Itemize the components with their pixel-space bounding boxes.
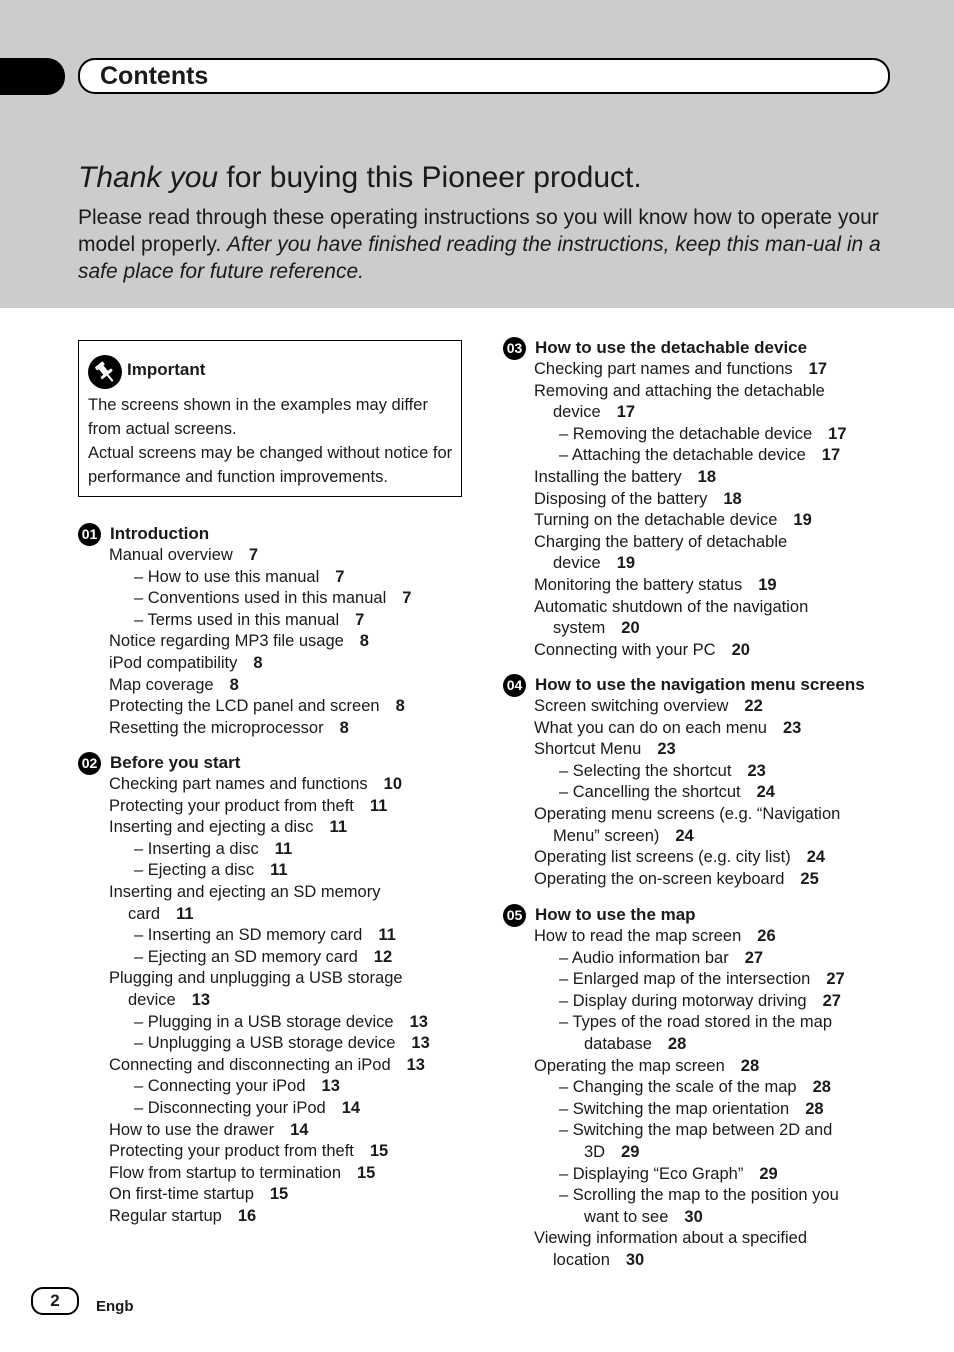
toc-entry[interactable]: [109, 653, 263, 673]
pushpin-icon: [88, 355, 122, 389]
toc-page-number: 28: [667, 1035, 687, 1053]
toc-entry[interactable]: [109, 545, 258, 565]
toc-entry[interactable]: [534, 926, 776, 946]
toc-page-number: 13: [321, 1077, 340, 1096]
toc-page-number: 29: [759, 1164, 778, 1183]
toc-entry-title: database: [584, 1035, 652, 1053]
toc-entry[interactable]: [559, 424, 847, 444]
toc-page-number: 30: [684, 1207, 703, 1226]
toc-page-number: 20: [731, 640, 750, 659]
toc-page-number: 13: [409, 1012, 428, 1031]
toc-entry[interactable]: [134, 1098, 360, 1118]
toc-entry[interactable]: [559, 445, 840, 465]
toc-entry[interactable]: [134, 1076, 340, 1096]
toc-entry-title: Operating menu screens (e.g. “Navigation: [534, 805, 841, 823]
toc-entry-title: – Disconnecting your iPod: [134, 1099, 326, 1117]
toc-entry[interactable]: [534, 696, 763, 716]
toc-page-number: 24: [675, 826, 694, 845]
toc-entry[interactable]: [128, 904, 194, 924]
toc-page-number: 26: [757, 927, 776, 945]
toc-entry[interactable]: [559, 782, 775, 802]
toc-page-number: 7: [248, 546, 258, 564]
chapter-number-badge: 05: [503, 904, 526, 927]
toc-page-number: 15: [369, 1142, 389, 1161]
toc-entry-title: Menu” screen): [553, 826, 660, 845]
intro-plain: Please read through these operating instructions so you will know how to operate your model properly.: [78, 206, 879, 256]
toc-entry[interactable]: [553, 1250, 644, 1270]
toc-entry-title: – Ejecting an SD memory card: [134, 947, 358, 966]
toc-page-number: 23: [657, 740, 676, 759]
toc-page-number: 11: [270, 861, 288, 880]
toc-entry[interactable]: [109, 1055, 425, 1075]
toc-entry[interactable]: [134, 1012, 428, 1032]
toc-entry[interactable]: [584, 1207, 703, 1227]
toc-entry-title: – Attaching the detachable device: [559, 446, 806, 465]
toc-entry[interactable]: [534, 359, 827, 379]
toc-entry-title: On first-time startup: [109, 1185, 254, 1204]
toc-entry[interactable]: [534, 381, 825, 401]
toc-page-number: 7: [355, 610, 365, 629]
toc-entry-title: Regular startup: [109, 1207, 222, 1225]
toc-page-number: 19: [616, 554, 636, 573]
toc-entry[interactable]: [109, 968, 403, 988]
toc-entry[interactable]: [559, 1012, 832, 1032]
toc-page-number: 11: [274, 839, 293, 858]
toc-page-number: 8: [359, 632, 369, 651]
chapter-title[interactable]: How to use the map: [535, 905, 696, 924]
toc-page-number: 8: [395, 697, 405, 716]
toc-entry[interactable]: [559, 1099, 824, 1119]
intro-paragraph: [78, 204, 898, 285]
toc-entry[interactable]: [534, 467, 716, 487]
toc-entry[interactable]: [534, 804, 840, 824]
toc-entry-title: How to use the drawer: [109, 1120, 275, 1139]
important-paragraph: Actual screens may be changed without notice for performance and function improvements.: [88, 444, 453, 486]
toc-page-number: 27: [744, 948, 764, 967]
toc-entry[interactable]: [553, 618, 640, 638]
toc-entry-title: Protecting your product from theft: [109, 1142, 354, 1161]
toc-page-number: 28: [740, 1056, 760, 1075]
toc-entry-title: Checking part names and functions: [534, 360, 793, 378]
toc-page-number: 12: [373, 947, 393, 966]
toc-entry[interactable]: [553, 553, 635, 573]
toc-entry-title: Monitoring the battery status: [534, 576, 743, 594]
toc-page-number: 11: [369, 796, 388, 815]
toc-entry[interactable]: [534, 718, 801, 738]
toc-entry-title: Inserting and ejecting an SD memory: [109, 883, 381, 901]
toc-page-number: 30: [625, 1251, 645, 1269]
toc-page-number: 27: [822, 991, 841, 1010]
chapter-number-badge: 02: [78, 752, 101, 775]
toc-entry-title: – Displaying “Eco Graph”: [559, 1164, 744, 1183]
toc-entry[interactable]: [534, 847, 825, 867]
chapter-number-badge: 03: [503, 337, 526, 360]
chapter-number-badge: 04: [503, 674, 526, 697]
chapter-title[interactable]: How to use the detachable device: [535, 338, 808, 357]
important-paragraph: The screens shown in the examples may differ from actual screens.: [88, 396, 428, 438]
toc-entry-title: Installing the battery: [534, 468, 682, 486]
contents-title: Contents: [100, 62, 209, 90]
toc-entry[interactable]: [559, 1120, 832, 1140]
toc-page-number: 13: [191, 991, 211, 1009]
toc-entry[interactable]: [534, 489, 742, 509]
toc-entry[interactable]: [559, 948, 763, 968]
toc-entry-title: – Selecting the shortcut: [559, 761, 732, 780]
toc-entry-title: Map coverage: [109, 675, 214, 694]
toc-page-number: 19: [793, 511, 812, 530]
toc-entry[interactable]: [134, 567, 344, 587]
toc-entry[interactable]: [109, 774, 402, 794]
important-text: [88, 393, 458, 489]
toc-entry-title: Automatic shutdown of the navigation: [534, 597, 809, 616]
toc-entry[interactable]: [128, 990, 210, 1010]
toc-entry[interactable]: [559, 1185, 839, 1205]
toc-entry[interactable]: [134, 860, 288, 880]
toc-page-number: 24: [806, 848, 826, 867]
toc-entry-title: Checking part names and functions: [109, 775, 368, 793]
toc-page-number: 18: [723, 489, 742, 508]
contents-heading-pill: [78, 58, 890, 94]
toc-entry-title: card: [128, 904, 161, 923]
toc-entry[interactable]: [109, 1141, 388, 1161]
toc-entry-title: Screen switching overview: [534, 697, 729, 715]
chapter-title[interactable]: Introduction: [110, 524, 210, 543]
toc-page-number: 7: [335, 567, 345, 586]
toc-entry[interactable]: [553, 402, 635, 422]
toc-entry[interactable]: [553, 826, 694, 846]
toc-entry-title: Plugging and unplugging a USB storage: [109, 969, 403, 988]
toc-entry-title: device: [553, 403, 601, 422]
language-code: Engb: [96, 1298, 134, 1315]
toc-entry-title: – Conventions used in this manual: [134, 589, 387, 608]
toc-entry-title: Disposing of the battery: [534, 489, 708, 508]
chapter-number-badge: 01: [78, 523, 101, 546]
toc-page-number: 14: [341, 1099, 361, 1117]
toc-entry[interactable]: [109, 796, 387, 816]
toc-page-number: 23: [747, 761, 766, 780]
toc-entry-title: – Terms used in this manual: [134, 610, 340, 629]
toc-page-number: 15: [357, 1163, 376, 1182]
page-number: 2: [31, 1287, 79, 1315]
toc-entry[interactable]: [109, 718, 349, 738]
toc-entry-title: – Inserting an SD memory card: [134, 926, 363, 945]
toc-entry-title: Operating the on-screen keyboard: [534, 869, 785, 888]
toc-page-number: 19: [758, 576, 777, 594]
toc-entry[interactable]: [534, 640, 750, 660]
toc-entry[interactable]: [559, 991, 841, 1011]
toc-entry-title: iPod compatibility: [109, 654, 238, 672]
toc-page-number: 23: [782, 718, 802, 737]
toc-entry-title: – Switching the map orientation: [559, 1099, 790, 1118]
toc-page-number: 18: [697, 468, 717, 486]
intro-italic: After you have finished reading the instructions, keep this man-ual in a safe place for future reference.: [78, 233, 881, 283]
toc-entry-title: – Removing the detachable device: [559, 424, 813, 443]
toc-page-number: 22: [744, 697, 763, 715]
toc-page-number: 17: [821, 446, 841, 465]
toc-entry[interactable]: [134, 1033, 430, 1053]
toc-entry-title: – Changing the scale of the map: [559, 1078, 797, 1097]
toc-page-number: 13: [406, 1055, 425, 1074]
toc-page-number: 17: [808, 360, 828, 378]
toc-entry-title: – Display during motorway driving: [559, 991, 807, 1010]
toc-entry[interactable]: [134, 925, 396, 945]
title-rest: for buying this Pioneer product.: [218, 161, 642, 194]
toc-entry[interactable]: [584, 1142, 639, 1162]
toc-entry-title: Shortcut Menu: [534, 740, 642, 759]
toc-page-number: 17: [828, 424, 847, 443]
toc-entry[interactable]: [109, 1163, 375, 1183]
toc-entry[interactable]: [559, 761, 766, 781]
toc-entry-title: Connecting and disconnecting an iPod: [109, 1055, 391, 1074]
toc-entry[interactable]: [534, 1228, 807, 1248]
toc-entry-title: – Unplugging a USB storage device: [134, 1034, 396, 1053]
toc-entry-title: – Enlarged map of the intersection: [559, 970, 811, 989]
page-title: [78, 158, 642, 198]
toc-page-number: 29: [621, 1143, 640, 1161]
important-box: [78, 340, 462, 497]
toc-page-number: 11: [176, 904, 194, 923]
title-italic: Thank you: [78, 161, 219, 194]
toc-entry[interactable]: [134, 947, 392, 967]
toc-entry[interactable]: [109, 696, 405, 716]
toc-entry[interactable]: [534, 510, 812, 530]
toc-entry-title: Viewing information about a specified: [534, 1229, 808, 1248]
toc-entry-title: system: [553, 619, 606, 638]
chapter-title[interactable]: Before you start: [110, 753, 241, 772]
toc-entry[interactable]: [534, 597, 808, 617]
toc-entry-title: 3D: [584, 1143, 606, 1161]
toc-entry-title: – Inserting a disc: [134, 839, 259, 858]
toc-entry-title: – Audio information bar: [559, 948, 729, 967]
toc-entry-title: Resetting the microprocessor: [109, 718, 324, 737]
chapter-title[interactable]: How to use the navigation menu screens: [535, 675, 865, 694]
toc-entry-title: Removing and attaching the detachable: [534, 381, 825, 400]
toc-entry-title: Protecting your product from theft: [109, 796, 354, 815]
toc-entry-title: – Cancelling the shortcut: [559, 783, 741, 802]
toc-page-number: 27: [826, 970, 845, 989]
toc-entry-title: Operating the map screen: [534, 1056, 725, 1075]
toc-page-number: 11: [378, 926, 396, 945]
toc-entry-title: Inserting and ejecting a disc: [109, 818, 314, 837]
toc-page-number: 28: [812, 1078, 831, 1097]
toc-entry[interactable]: [534, 1056, 759, 1076]
section-tab-marker: [0, 58, 65, 95]
toc-entry-title: How to read the map screen: [534, 927, 742, 945]
toc-entry-title: device: [128, 991, 176, 1009]
toc-page-number: 8: [229, 675, 239, 694]
toc-entry[interactable]: [109, 1120, 308, 1140]
toc-entry[interactable]: [534, 739, 676, 759]
toc-entry[interactable]: [559, 969, 845, 989]
toc-entry-title: – Switching the map between 2D and: [559, 1121, 833, 1140]
toc-entry-title: Manual overview: [109, 546, 233, 564]
toc-entry-title: – Types of the road stored in the map: [559, 1013, 833, 1032]
toc-entry[interactable]: [559, 1164, 778, 1184]
toc-entry-title: Turning on the detachable device: [534, 511, 778, 530]
toc-entry[interactable]: [534, 575, 777, 595]
toc-page-number: 7: [402, 589, 412, 608]
toc-entry-title: device: [553, 554, 601, 573]
toc-entry-title: Protecting the LCD panel and screen: [109, 697, 380, 716]
toc-entry-title: Operating list screens (e.g. city list): [534, 848, 791, 867]
toc-entry-title: Flow from startup to termination: [109, 1163, 341, 1182]
toc-entry-title: Connecting with your PC: [534, 640, 716, 659]
toc-entry-title: location: [553, 1251, 610, 1269]
toc-entry-title: Charging the battery of detachable: [534, 532, 788, 551]
toc-entry-title: – Plugging in a USB storage device: [134, 1012, 394, 1031]
toc-entry-title: want to see: [584, 1207, 669, 1226]
toc-page-number: 13: [411, 1034, 430, 1053]
toc-entry[interactable]: [109, 882, 380, 902]
toc-entry[interactable]: [109, 1184, 288, 1204]
toc-entry[interactable]: [134, 588, 411, 608]
toc-entry[interactable]: [109, 675, 239, 695]
toc-page-number: 10: [383, 775, 403, 793]
toc-entry[interactable]: [134, 610, 364, 630]
toc-page-number: 11: [329, 818, 347, 837]
toc-entry[interactable]: [534, 869, 819, 889]
toc-page-number: 8: [339, 718, 349, 737]
toc-page-number: 24: [756, 783, 775, 802]
toc-page-number: 28: [805, 1099, 824, 1118]
header-band: [0, 0, 954, 308]
toc-entry-title: – Scrolling the map to the position you: [559, 1186, 839, 1205]
toc-entry[interactable]: [584, 1034, 686, 1054]
toc-page-number: 14: [290, 1120, 309, 1139]
toc-page-number: 17: [616, 403, 636, 422]
toc-entry[interactable]: [559, 1077, 831, 1097]
toc-entry[interactable]: [534, 532, 787, 552]
toc-page-number: 15: [269, 1185, 289, 1204]
toc-entry-title: Notice regarding MP3 file usage: [109, 632, 344, 651]
toc-entry[interactable]: [109, 1206, 256, 1226]
toc-entry-title: What you can do on each menu: [534, 718, 767, 737]
toc-entry[interactable]: [109, 631, 369, 651]
toc-entry[interactable]: [109, 817, 347, 837]
toc-page-number: 25: [800, 869, 819, 888]
toc-entry-title: – How to use this manual: [134, 567, 320, 586]
important-title: Important: [127, 360, 206, 379]
toc-entry-title: – Connecting your iPod: [134, 1077, 306, 1096]
toc-page-number: 16: [237, 1207, 257, 1225]
toc-page-number: 8: [253, 654, 263, 672]
toc-entry-title: – Ejecting a disc: [134, 861, 255, 880]
toc-page-number: 20: [621, 619, 640, 638]
toc-entry[interactable]: [134, 839, 292, 859]
